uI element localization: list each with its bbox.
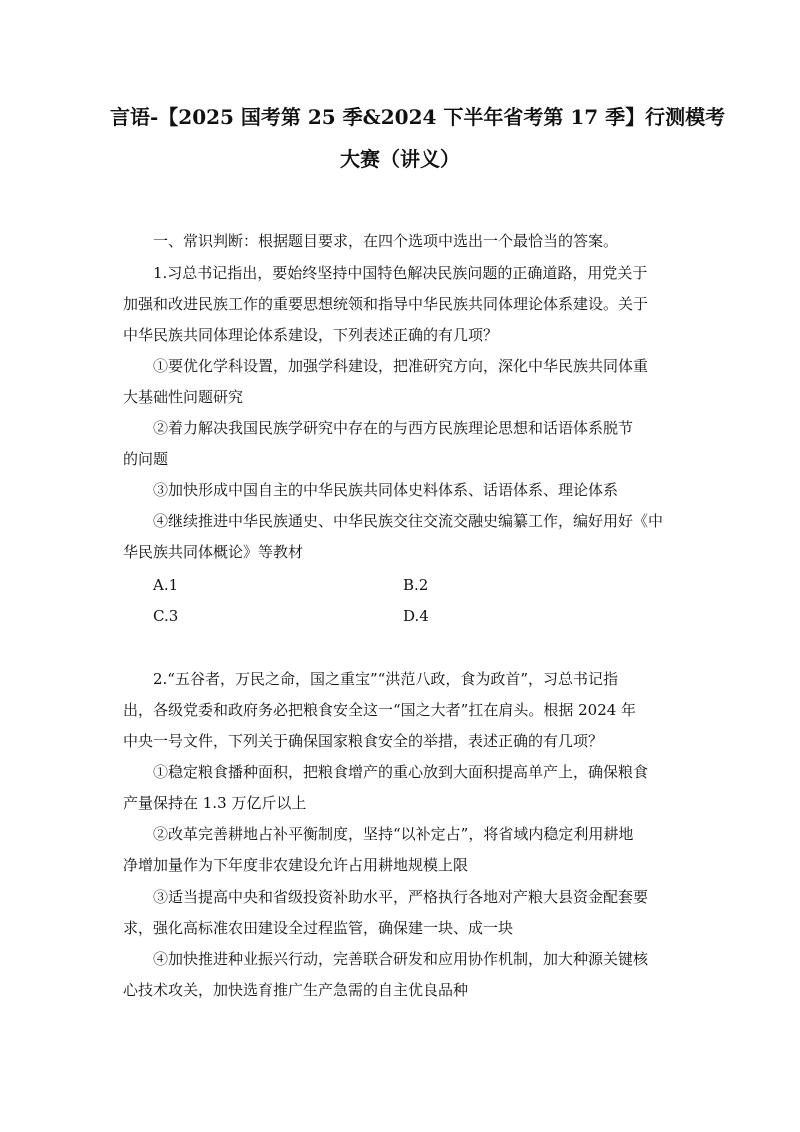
q1-item-4-line: ④继续推进中华民族通史、中华民族交往交流交融史编纂工作，编好用好《中	[153, 512, 664, 530]
q2-item-2-line: ②改革完善耕地占补平衡制度，坚持“以补定占”，将省域内稳定利用耕地	[153, 825, 634, 843]
q2-item-3-line: ③适当提高中央和省级投资补助水平，严格执行各地对产粮大县资金配套要	[153, 888, 649, 906]
q2-item-2-line: 净增加量作为下年度非农建设允许占用耕地规模上限	[123, 856, 469, 874]
q1-item-1-line: ①要优化学科设置，加强学科建设，把准研究方向，深化中华民族共同体重	[153, 357, 649, 375]
q1-option-c: C.3	[153, 607, 179, 625]
q1-option-d: D.4	[403, 607, 429, 625]
q2-stem-line: 2.“五谷者，万民之命，国之重宝”“洪范八政，食为政首”，习总书记指	[153, 670, 618, 688]
section-heading: 一、常识判断：根据题目要求，在四个选项中选出一个最恰当的答案。	[153, 232, 619, 250]
q1-option-a: A.1	[153, 576, 179, 594]
q2-item-1-line: ①稳定粮食播种面积，把粮食增产的重心放到大面积提高单产上，确保粮食	[153, 763, 649, 781]
q1-item-2-line: ②着力解决我国民族学研究中存在的与西方民族理论思想和话语体系脱节	[153, 419, 634, 437]
q2-item-3-line: 求，强化高标准农田建设全过程监管，确保建一块、成一块	[123, 919, 514, 937]
q1-item-2-line: 的问题	[123, 450, 169, 468]
q1-stem-line: 1.习总书记指出，要始终坚持中国特色解决民族问题的正确道路，用党关于	[153, 264, 648, 282]
q1-stem-line: 中华民族共同体理论体系建设，下列表述正确的有几项？	[123, 326, 499, 344]
q1-option-b: B.2	[403, 576, 429, 594]
q2-item-4-line: 心技术攻关，加快选育推广生产急需的自主优良品种	[123, 981, 469, 999]
q2-stem-line: 中央一号文件，下列关于确保国家粮食安全的举措，表述正确的有几项？	[123, 732, 604, 750]
q1-item-3-line: ③加快形成中国自主的中华民族共同体史料体系、话语体系、理论体系	[153, 481, 619, 499]
q1-stem-line: 加强和改进民族工作的重要思想统领和指导中华民族共同体理论体系建设。关于	[123, 295, 649, 313]
document-title-line-1: 言语-【2025 国考第 25 季&2024 下半年省考第 17 季】行测模考	[110, 105, 726, 129]
q1-item-4-line: 华民族共同体概论》等教材	[123, 543, 304, 561]
q2-item-1-line: 产量保持在 1.3 万亿斤以上	[123, 794, 307, 812]
document-title-line-2: 大赛（讲义）	[340, 147, 460, 171]
q1-item-1-line: 大基础性问题研究	[123, 388, 244, 406]
q2-stem-line: 出，各级党委和政府务必把粮食安全这一“国之大者”扛在肩头。根据 2024 年	[123, 701, 637, 719]
q2-item-4-line: ④加快推进种业振兴行动，完善联合研发和应用协作机制，加大种源关键核	[153, 950, 649, 968]
